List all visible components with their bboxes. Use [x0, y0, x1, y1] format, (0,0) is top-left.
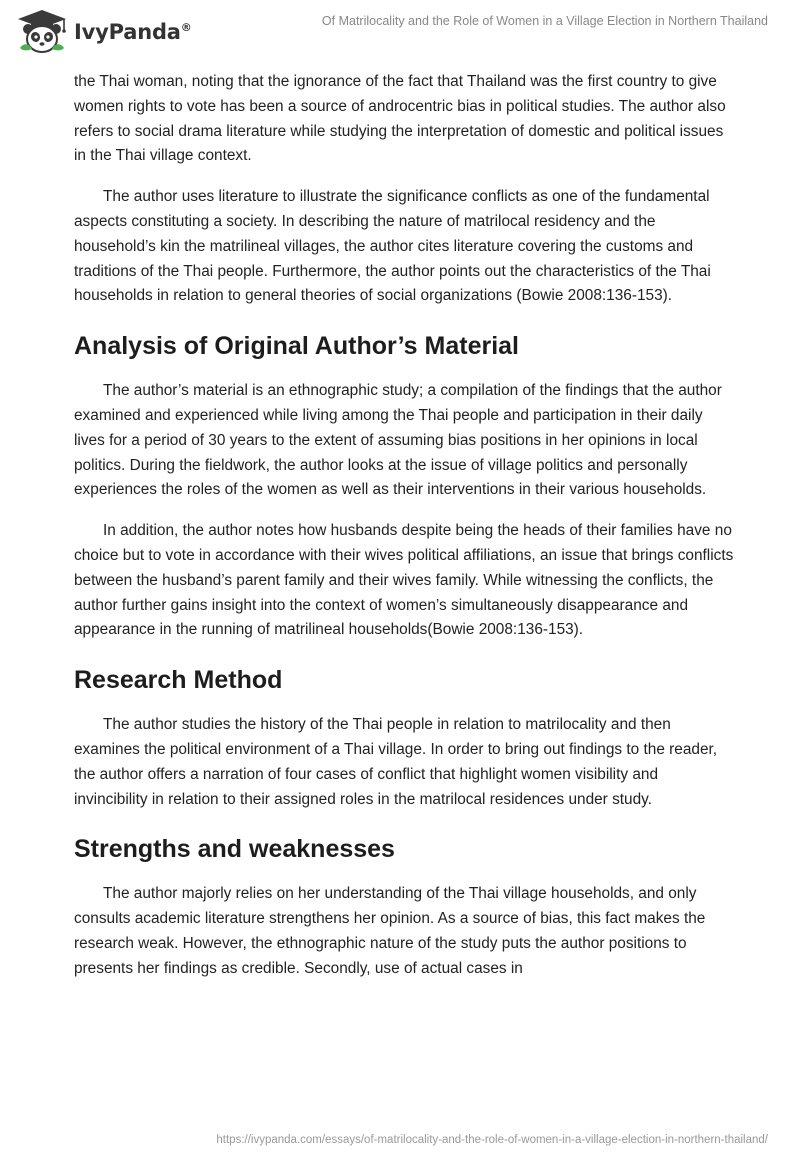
- section-heading-analysis: Analysis of Original Author’s Material: [74, 332, 519, 361]
- footer-url[interactable]: https://ivypanda.com/essays/of-matrilocality-and-the-role-of-women-in-a-village-election-in-northern-thailand/: [216, 1134, 768, 1146]
- document-title: Of Matrilocality and the Role of Women in a Village Election in Northern Thailand: [321, 14, 768, 28]
- article-body: [74, 70, 734, 998]
- brand-logo[interactable]: [14, 8, 192, 56]
- paragraph: In addition, the author notes how husbands despite being the heads of their families have no choice but to vote in accordance with their wives political affiliations, an issue that brings conflicts between the husband’s parent family and their wives family. While witnessing the conflicts, the author further gains insight into the context of women’s simultaneously disappearance and appearance in the running of matrilineal households(Bowie 2008:136-153).: [74, 522, 734, 639]
- paragraph: the Thai woman, noting that the ignorance of the fact that Thailand was the first country to give women rights to vote has been a source of androcentric bias in political studies. The author also refers to social drama literature while studying the interpretation of domestic and political issues in the Thai village context.: [74, 73, 726, 165]
- page-header: [0, 0, 800, 70]
- paragraph: The author’s material is an ethnographic study; a compilation of the findings that the author examined and experienced while living among the Thai people and participation in their daily lives for a period of 30 years to the extent of assuming bias positions in her opinions in local politics. During the fieldwork, the author looks at the issue of village politics and personally experiences the roles of the women as well as their interventions in their various households.: [74, 382, 722, 499]
- brand-name: IvyPanda®: [74, 20, 192, 44]
- paragraph: The author studies the history of the Thai people in relation to matrilocality and then examines the political environment of a Thai village. In order to bring out findings to the reader, the author offers a narration of four cases of conflict that highlight women visibility and invincibility in relation to their assigned roles in the matrilocal residences under study.: [74, 716, 718, 808]
- paragraph: The author uses literature to illustrate the significance conflicts as one of the fundamental aspects constituting a society. In describing the nature of matrilocal residency and the household’s kin the matrilineal villages, the author cites literature covering the customs and traditions of the Thai people. Furthermore, the author points out the characteristics of the Thai households in relation to general theories of social organizations (Bowie 2008:136-153).: [74, 188, 711, 305]
- section-heading-strengths: Strengths and weaknesses: [74, 835, 395, 864]
- panda-graduate-icon: [14, 8, 70, 56]
- paragraph: The author majorly relies on her understanding of the Thai village households, and only consults academic literature strengthens her opinion. As a source of bias, this fact makes the research weak. However, the ethnographic nature of the study puts the author positions to presents her findings as credible. Secondly, use of actual cases in: [74, 885, 706, 977]
- section-heading-research-method: Research Method: [74, 666, 283, 695]
